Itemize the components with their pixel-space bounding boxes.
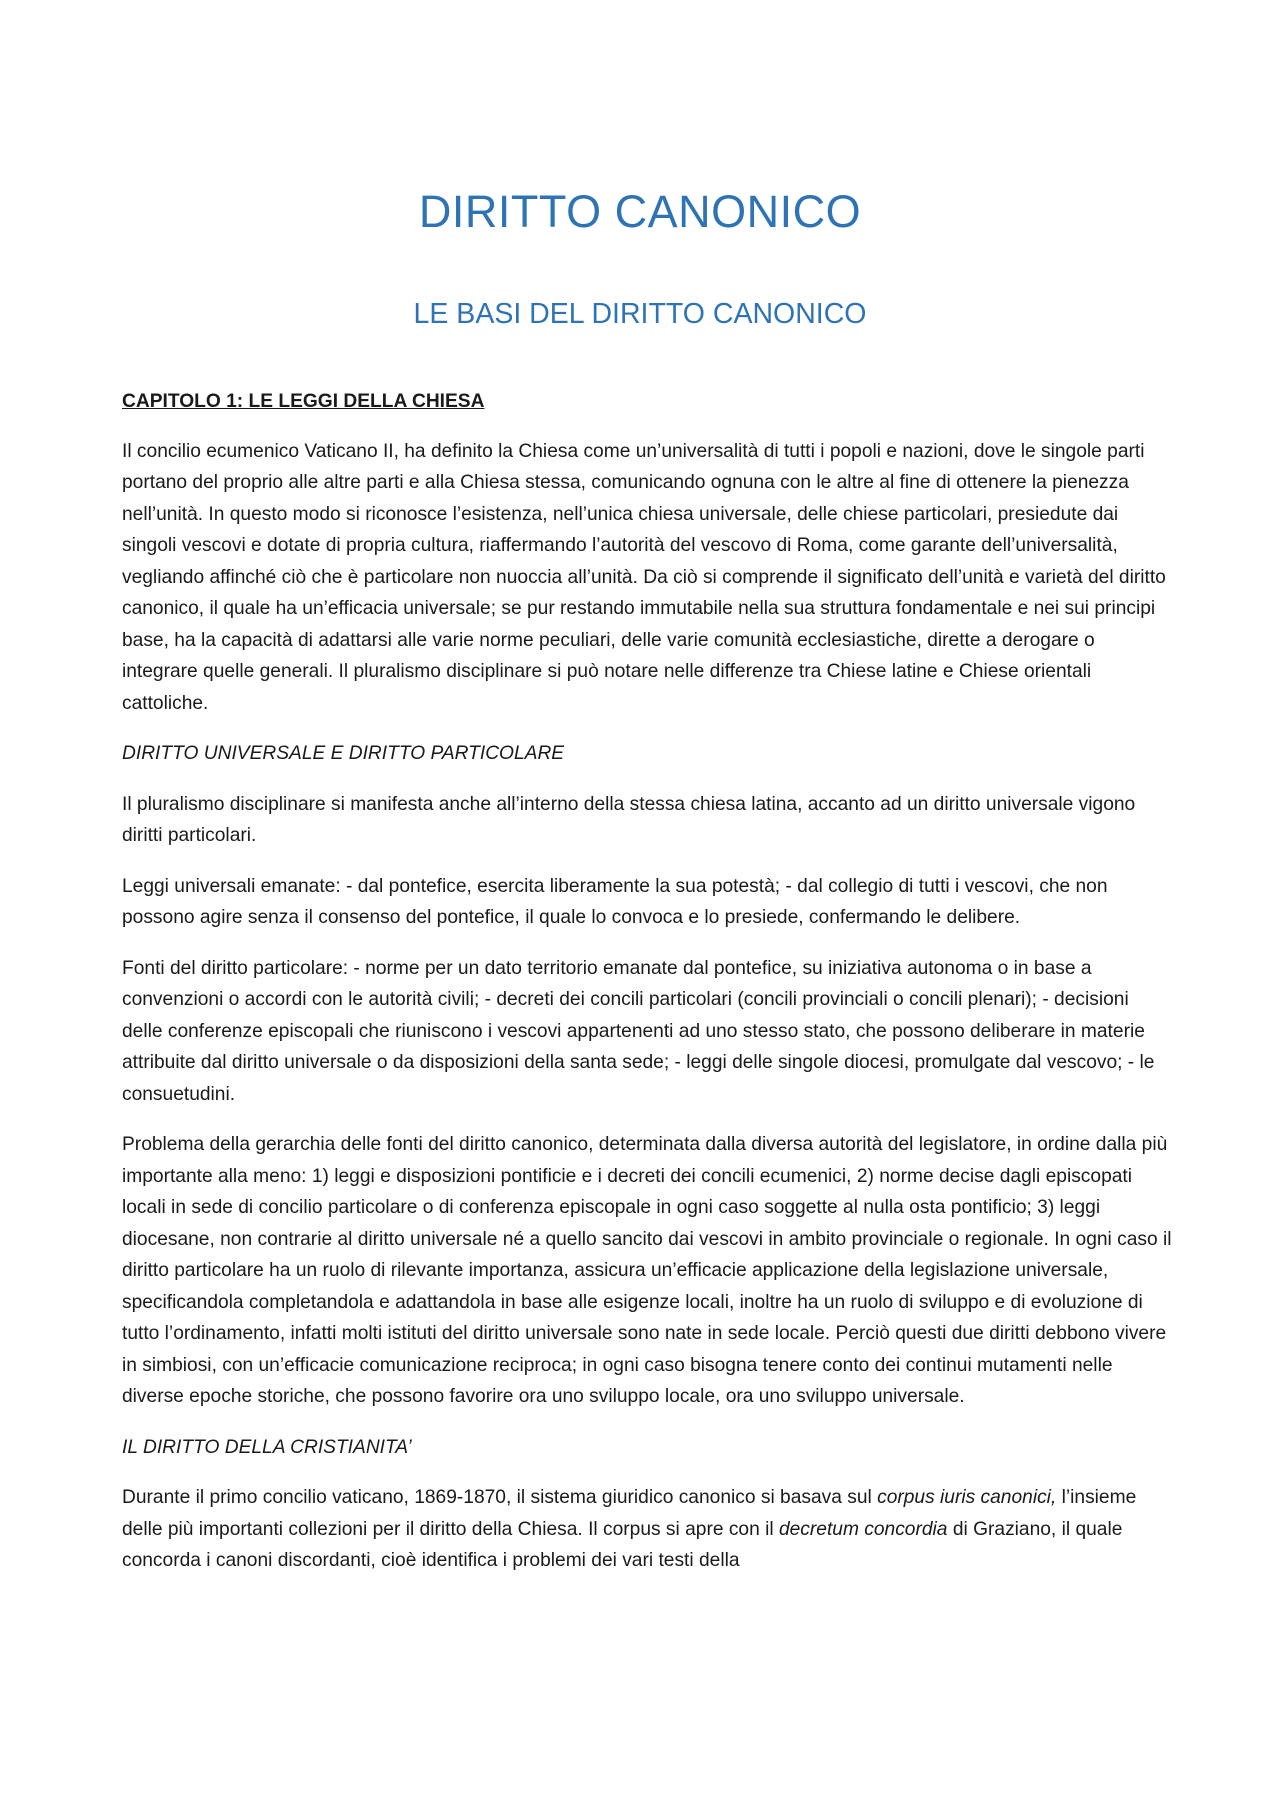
- paragraph-6: [122, 1482, 1172, 1577]
- paragraph-4: Fonti del diritto particolare: - norme per un dato territorio emanate dal pontefice, su iniziativa autonoma o in base a convenzioni o accordi con le autorità civili; - decreti dei concili particolari (concili provinciali o concili plenari); - decisioni delle conferenze episcopali che riuniscono i vescovi appartenenti ad uno stesso stato, che possono deliberare in materie attribuite dal diritto universale o da disposizioni della santa sede; - leggi delle singole diocesi, promulgate dal vescovo; - le consuetudini.: [122, 957, 1155, 1105]
- document-title: DIRITTO CANONICO: [418, 186, 862, 237]
- paragraph-6-italic-corpus: corpus iuris canonici,: [877, 1487, 1057, 1508]
- document-body: [122, 386, 1172, 1596]
- section-heading-universal-particular: DIRITTO UNIVERSALE E DIRITTO PARTICOLARE: [122, 743, 565, 764]
- paragraph-2: Il pluralismo disciplinare si manifesta anche all’interno della stessa chiesa latina, accanto ad un diritto universale vigono diritti particolari.: [122, 793, 1136, 846]
- section-heading-cristianita: IL DIRITTO DELLA CRISTIANITA’: [122, 1436, 412, 1458]
- paragraph-6-italic-decretum: decretum concordia: [778, 1518, 948, 1540]
- chapter-heading: CAPITOLO 1: LE LEGGI DELLA CHIESA: [122, 391, 485, 412]
- paragraph-3: Leggi universali emanate: - dal pontefice, esercita liberamente la sua potestà; - dal collegio di tutti i vescovi, che non possono agire senza il consenso del pontefice, il quale lo convoca e lo presiede, confermando le delibere.: [122, 875, 1108, 928]
- paragraph-6-text-3: di Graziano, il quale concorda i canoni discordanti, cioè identifica i problemi dei vari testi della: [122, 1518, 1123, 1571]
- paragraph-5: Problema della gerarchia delle fonti del diritto canonico, determinata dalla diversa autorità del legislatore, in ordine dalla più importante alla meno: 1) leggi e disposizioni pontificie e i decreti dei concili ecumenici, 2) norme decise dagli episcopati locali in sede di concilio particolare o di conferenza episcopale in ogni caso soggette al nulla osta pontificio; 3) leggi diocesane, non contrarie al diritto universale né a quello sancito dai vescovi in ambito provinciale o regionale. In ogni caso il diritto particolare ha un ruolo di rilevante importanza, assicura un’efficacie applicazione della legislazione universale, specificandola completandola e adattandola in base alle esigenze locali, inoltre ha un ruolo di sviluppo e di evoluzione di tutto l’ordinamento, infatti molti istituti del diritto universale sono nate in sede locale. Perciò questi due diritti debbono vivere in simbiosi, con un’efficacie comunicazione reciproca; in ogni caso bisogna tenere conto dei continui mutamenti nelle diverse epoche storiche, che possono favorire ora uno sviluppo locale, ora uno sviluppo universale.: [122, 1134, 1172, 1407]
- paragraph-6-text-2: l’insieme delle più importanti collezioni per il diritto della Chiesa. Il corpus si apre con il: [122, 1487, 1137, 1540]
- paragraph-1: Il concilio ecumenico Vaticano II, ha definito la Chiesa come un’universalità di tutti i popoli e nazioni, dove le singole parti portano del proprio alle altre parti e alla Chiesa stessa, comunicando ognuna con le altre al fine di ottenere la pienezza nell’unità. In questo modo si riconosce l’esistenza, nell’unica chiesa universale, delle chiese particolari, presiedute dai singoli vescovi e dotate di propria cultura, riaffermando l’autorità del vescovo di Roma, come garante dell’universalità, vegliando affinché ciò che è particolare non nuoccia all’unità. Da ciò si comprende il significato dell’unità e varietà del diritto canonico, il quale ha un’efficacia universale; se pur restando immutabile nella sua struttura fondamentale e nei sui principi base, ha la capacità di adattarsi alle varie norme peculiari, delle varie comunità ecclesiastiche, dirette a derogare o integrare quelle generali. Il pluralismo disciplinare si può notare nelle differenze tra Chiese latine e Chiese orientali cattoliche.: [122, 440, 1166, 714]
- document-subtitle: LE BASI DEL DIRITTO CANONICO: [413, 298, 867, 330]
- paragraph-6-text-1: Durante il primo concilio vaticano, 1869-1870, il sistema giuridico canonico si basava sul: [122, 1487, 878, 1508]
